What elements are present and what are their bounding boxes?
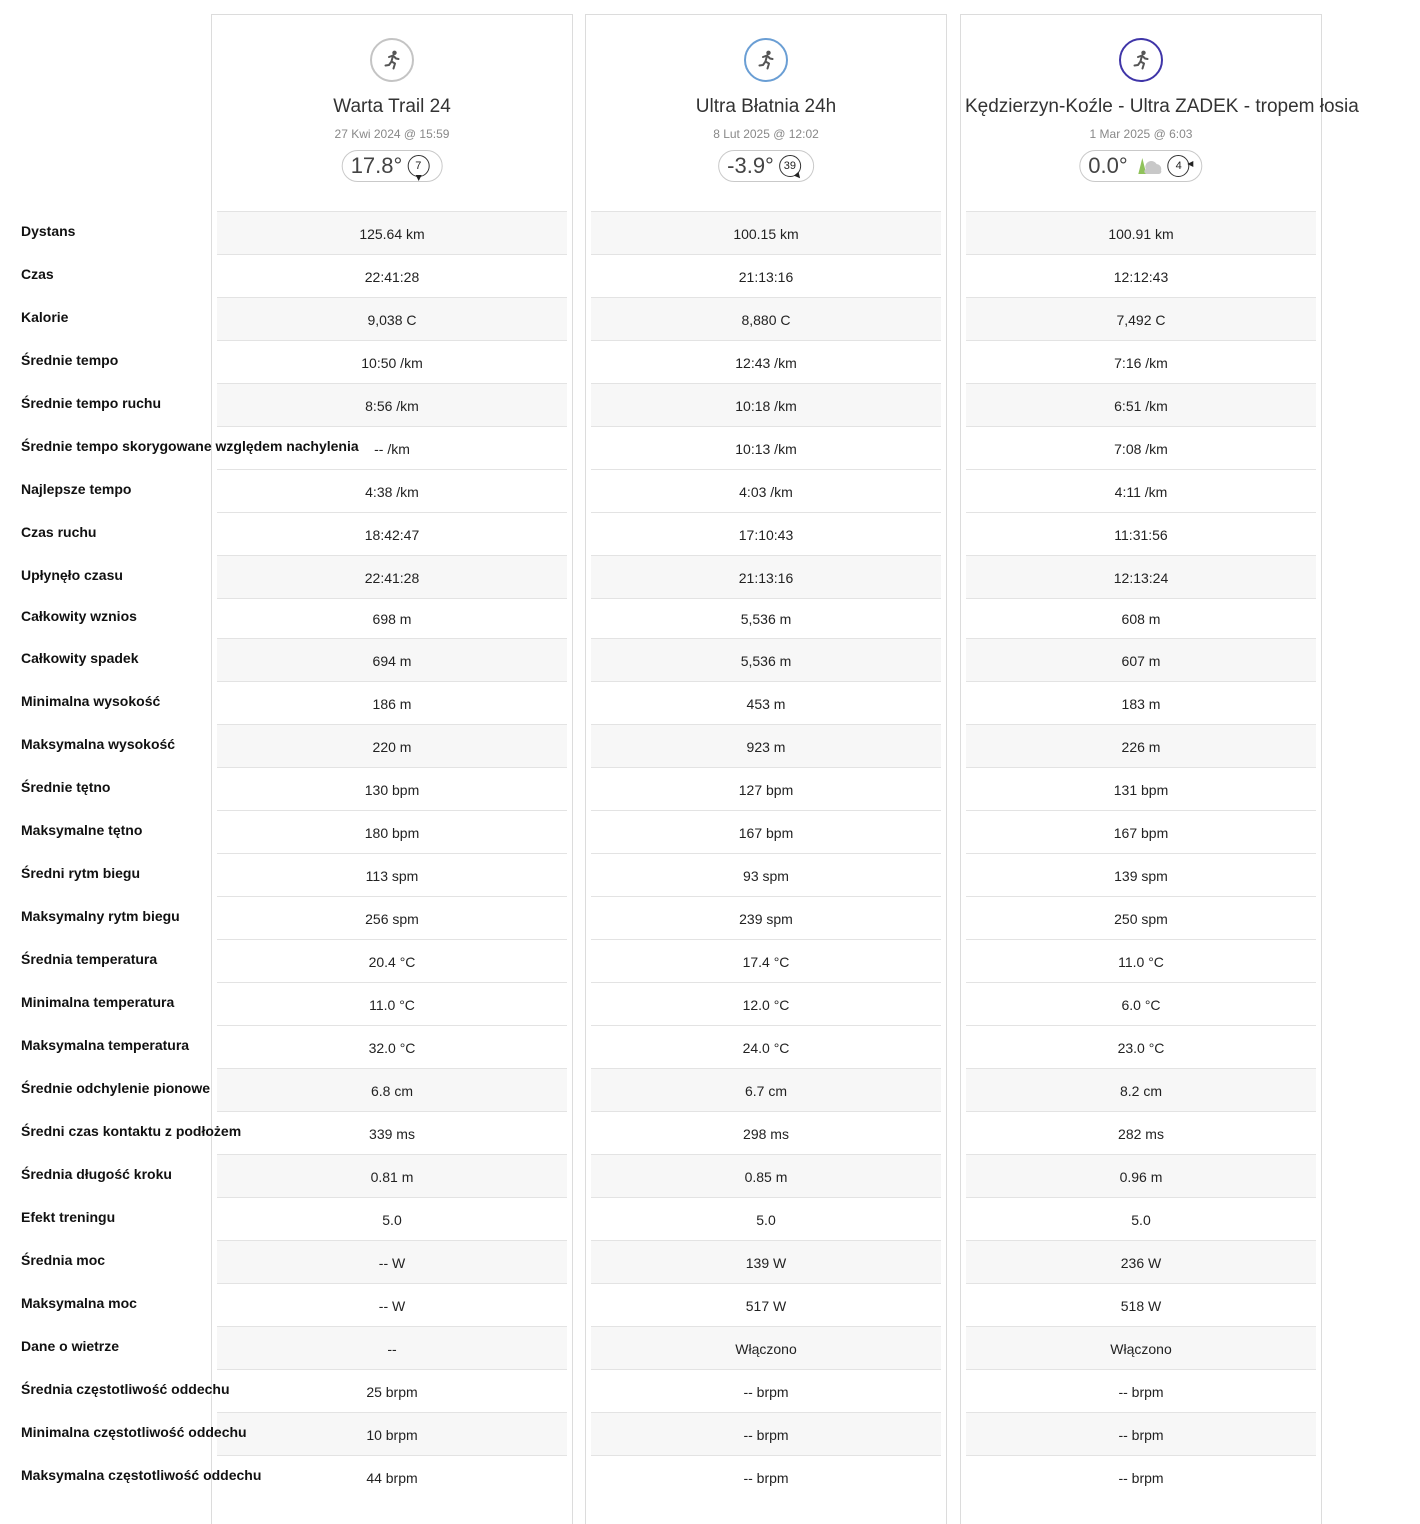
weather-badge (342, 150, 443, 182)
row-label: Całkowity wznios (21, 608, 137, 624)
metric-value: -- brpm (966, 1369, 1316, 1413)
metric-value: 236 W (966, 1240, 1316, 1284)
activity-header (212, 15, 572, 211)
wind-speed-icon (407, 155, 429, 177)
metric-value: 100.15 km (591, 211, 941, 255)
metric-value: 298 ms (591, 1111, 941, 1155)
metric-value: 7:08 /km (966, 426, 1316, 470)
row-label: Minimalna temperatura (21, 993, 175, 1010)
row-label: Średni czas kontaktu z podłożem (21, 1122, 242, 1139)
metric-value: 21:13:16 (591, 254, 941, 298)
metric-value: 8:56 /km (217, 383, 567, 427)
row-label: Efekt treningu (21, 1208, 116, 1225)
row-label: Średnia długość kroku (21, 1165, 172, 1182)
metric-value: 113 spm (217, 853, 567, 897)
metric-value: -- W (217, 1283, 567, 1327)
metric-value: -- (217, 1326, 567, 1370)
row-label: Maksymalna częstotliwość oddechu (21, 1466, 262, 1483)
metric-value: 12:13:24 (966, 555, 1316, 599)
activity-column (585, 14, 947, 1524)
metric-value: 131 bpm (966, 767, 1316, 811)
row-label: Czas (21, 265, 54, 282)
metric-value: 10:13 /km (591, 426, 941, 470)
metric-value: 0.96 m (966, 1154, 1316, 1198)
wind-speed-value: 7 (415, 160, 422, 172)
metric-value: 11.0 °C (217, 982, 567, 1026)
weather-badge (718, 150, 814, 182)
row-label: Średnia temperatura (21, 950, 158, 967)
metric-value: 6.0 °C (966, 982, 1316, 1026)
activity-title[interactable]: Kędzierzyn-Koźle - Ultra ZADEK - tropem łosia (965, 96, 1359, 117)
activity-column (960, 14, 1359, 1524)
metric-value: 10 brpm (217, 1412, 567, 1456)
row-label: Maksymalne tętno (21, 821, 143, 838)
row-label: Średnia częstotliwość oddechu (21, 1380, 230, 1397)
metric-value: 0.81 m (217, 1154, 567, 1198)
metric-value: 239 spm (591, 896, 941, 940)
metric-value: 5.0 (966, 1197, 1316, 1241)
metric-value: 130 bpm (217, 767, 567, 811)
metric-value: 4:03 /km (591, 469, 941, 513)
activity-type-avatar[interactable] (370, 38, 414, 82)
metric-value: 25 brpm (217, 1369, 567, 1413)
metric-value: 11:31:56 (966, 512, 1316, 556)
weather-temperature: -3.9° (727, 153, 774, 178)
row-label: Średnie tempo skorygowane względem nachylenia (21, 437, 359, 454)
metric-value: -- W (217, 1240, 567, 1284)
metric-value: Włączono (591, 1326, 941, 1370)
activity-type-avatar[interactable] (1119, 38, 1163, 82)
row-label: Średnie odchylenie pionowe (21, 1079, 211, 1096)
activity-title[interactable]: Ultra Błatnia 24h (695, 96, 837, 117)
wind-speed-icon (779, 155, 801, 177)
metric-value: 0.85 m (591, 1154, 941, 1198)
metric-value: 32.0 °C (217, 1025, 567, 1069)
metric-value: 22:41:28 (217, 555, 567, 599)
metric-value: 93 spm (591, 853, 941, 897)
wind-speed-value: 39 (783, 160, 796, 172)
metric-value: 17:10:43 (591, 512, 941, 556)
row-label: Średnie tempo ruchu (21, 394, 162, 411)
cloudy-weather-icon (1133, 152, 1163, 181)
wind-speed-icon (1168, 155, 1190, 177)
metric-value: 8,880 C (591, 297, 941, 341)
metric-value: 4:38 /km (217, 469, 567, 513)
metric-value: -- brpm (591, 1455, 941, 1499)
metric-value: 607 m (966, 638, 1316, 682)
metric-value: 18:42:47 (217, 512, 567, 556)
metric-value: 4:11 /km (966, 469, 1316, 513)
row-label: Średnia moc (21, 1251, 106, 1268)
weather-temperature: 0.0° (1088, 153, 1128, 178)
activity-header (586, 15, 946, 211)
activity-date: 27 Kwi 2024 @ 15:59 (334, 127, 450, 141)
metric-value: -- /km (217, 426, 567, 470)
row-label: Kalorie (21, 308, 69, 325)
wind-direction-arrow-icon (794, 172, 802, 180)
metric-value: 183 m (966, 681, 1316, 725)
row-label: Maksymalna temperatura (21, 1036, 190, 1053)
metric-value: 22:41:28 (217, 254, 567, 298)
metric-value: 517 W (591, 1283, 941, 1327)
metric-value: 8.2 cm (966, 1068, 1316, 1112)
activity-date: 8 Lut 2025 @ 12:02 (713, 127, 819, 141)
metric-value: 167 bpm (591, 810, 941, 854)
metric-value: 23.0 °C (966, 1025, 1316, 1069)
row-label: Średni rytm biegu (21, 864, 141, 881)
metric-value: 21:13:16 (591, 555, 941, 599)
activity-type-avatar[interactable] (744, 38, 788, 82)
metric-value: 12:12:43 (966, 254, 1316, 298)
row-label: Minimalna częstotliwość oddechu (21, 1423, 247, 1440)
row-label: Maksymalna moc (21, 1294, 137, 1311)
metric-value: 608 m (966, 598, 1316, 639)
wind-direction-arrow-icon (415, 175, 421, 181)
row-label: Dystans (21, 222, 76, 239)
metric-value: 127 bpm (591, 767, 941, 811)
activity-header (961, 15, 1359, 211)
metric-value: 10:50 /km (217, 340, 567, 384)
metric-value: 12:43 /km (591, 340, 941, 384)
metric-value: -- brpm (591, 1369, 941, 1413)
metric-value: 220 m (217, 724, 567, 768)
activity-title[interactable]: Warta Trail 24 (333, 96, 451, 117)
metric-value: 282 ms (966, 1111, 1316, 1155)
row-label: Dane o wietrze (21, 1337, 120, 1354)
metric-value: 10:18 /km (591, 383, 941, 427)
metric-value: 6.8 cm (217, 1068, 567, 1112)
metric-value: -- brpm (966, 1412, 1316, 1456)
metric-value: 7:16 /km (966, 340, 1316, 384)
metric-value: 125.64 km (217, 211, 567, 255)
metric-value: 186 m (217, 681, 567, 725)
metric-value: 139 spm (966, 853, 1316, 897)
metric-value: 698 m (217, 598, 567, 639)
metric-value: 226 m (966, 724, 1316, 768)
row-label: Upłynęło czasu (21, 566, 123, 583)
row-label: Czas ruchu (21, 523, 97, 540)
metric-value: 5,536 m (591, 638, 941, 682)
metric-value: 923 m (591, 724, 941, 768)
activity-date: 1 Mar 2025 @ 6:03 (1089, 127, 1193, 141)
weather-badge (1079, 150, 1202, 182)
row-label: Średnie tempo (21, 351, 119, 368)
metric-value: 100.91 km (966, 211, 1316, 255)
metric-value: 44 brpm (217, 1455, 567, 1499)
row-label: Całkowity spadek (21, 649, 139, 666)
metric-value: 518 W (966, 1283, 1316, 1327)
metric-value: 139 W (591, 1240, 941, 1284)
metric-value: 250 spm (966, 896, 1316, 940)
metric-value: 7,492 C (966, 297, 1316, 341)
metric-value: 24.0 °C (591, 1025, 941, 1069)
metric-value: 339 ms (217, 1111, 567, 1155)
metric-value: -- brpm (966, 1455, 1316, 1499)
row-label: Minimalna wysokość (21, 692, 161, 709)
row-label: Maksymalna wysokość (21, 735, 176, 752)
metric-value: 256 spm (217, 896, 567, 940)
weather-temperature: 17.8° (350, 153, 403, 178)
metric-value: 20.4 °C (217, 939, 567, 983)
wind-speed-value: 4 (1175, 160, 1182, 172)
row-label: Maksymalny rytm biegu (21, 907, 180, 924)
activity-column (211, 14, 573, 1524)
wind-direction-arrow-icon (1188, 161, 1194, 167)
metric-value: 6:51 /km (966, 383, 1316, 427)
metric-value: 5.0 (217, 1197, 567, 1241)
row-label: Średnie tętno (21, 778, 111, 795)
metric-value: 9,038 C (217, 297, 567, 341)
metric-value: -- brpm (591, 1412, 941, 1456)
metric-value: 453 m (591, 681, 941, 725)
metric-value: 17.4 °C (591, 939, 941, 983)
metric-value: 6.7 cm (591, 1068, 941, 1112)
metric-value: 180 bpm (217, 810, 567, 854)
metric-value: 12.0 °C (591, 982, 941, 1026)
metric-value: 5.0 (591, 1197, 941, 1241)
metric-value: Włączono (966, 1326, 1316, 1370)
metric-value: 694 m (217, 638, 567, 682)
metric-value: 11.0 °C (966, 939, 1316, 983)
row-label: Najlepsze tempo (21, 480, 132, 497)
metric-value: 167 bpm (966, 810, 1316, 854)
metric-value: 5,536 m (591, 598, 941, 639)
